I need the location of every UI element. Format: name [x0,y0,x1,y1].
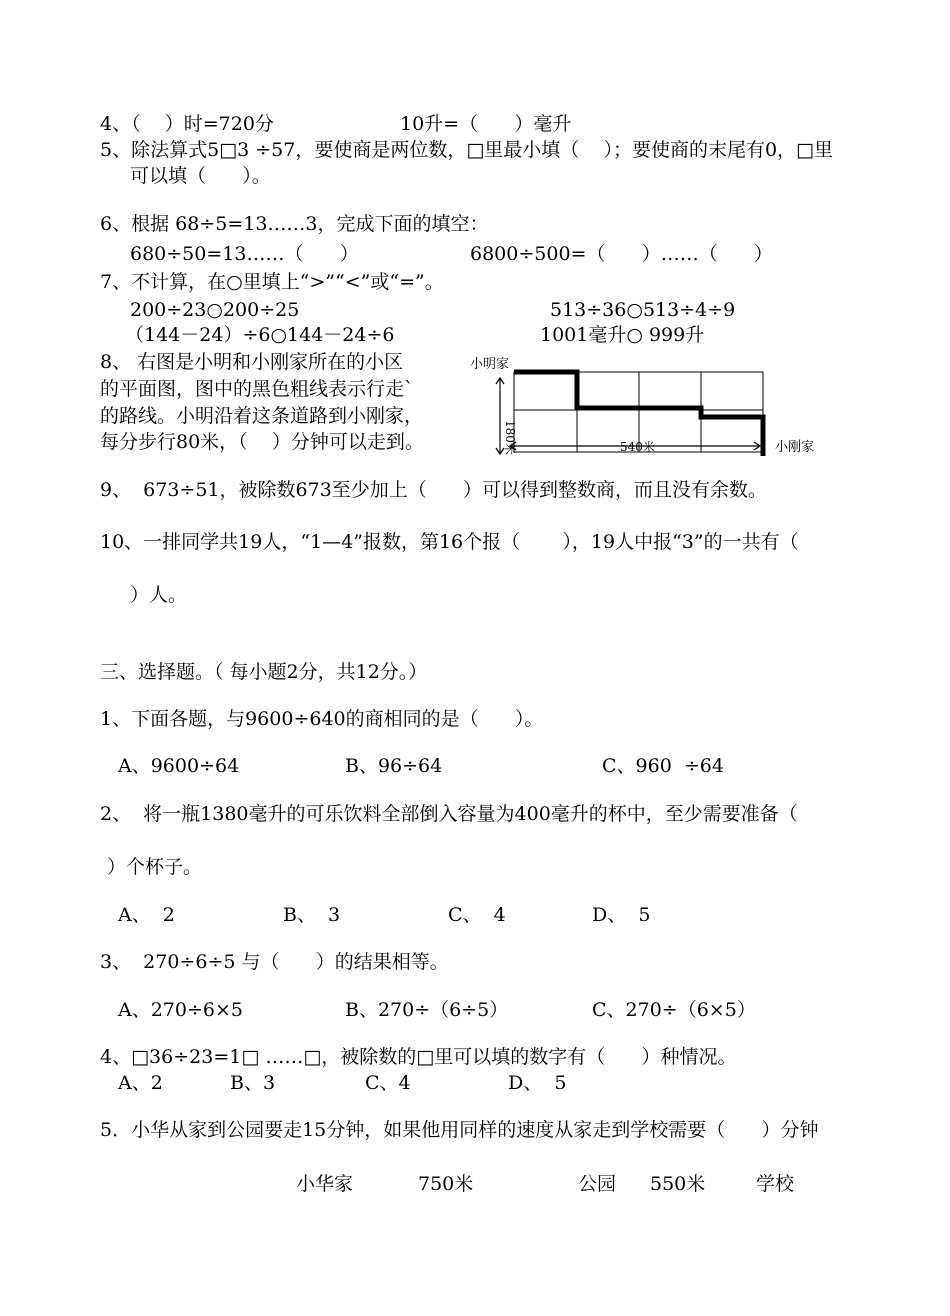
c4-option-a: A、2 [118,1072,163,1094]
c4-option-d: D、 5 [508,1072,567,1094]
label-xiaogang-home: 小刚家 [775,440,815,455]
q7-b: 513÷36○513÷4÷9 [550,299,736,321]
c4-option-b: B、3 [230,1072,276,1094]
c5-place-park: 公园 [578,1173,617,1195]
label-xiaoming-home: 小明家 [470,357,510,372]
q7-a: 200÷23○200÷25 [130,299,300,321]
c2-option-b: B、 3 [283,904,341,926]
c3-option-a: A、270÷6×5 [118,999,244,1021]
q7-d: 1001毫升○ 999升 [540,324,705,346]
q8-line-1: 8、 右图是小明和小刚家所在的小区 [100,351,404,373]
label-width: 540米 [620,440,655,454]
q5-line2: 可以填（ ）。 [130,165,271,187]
q8-line-4: 每分步行80米，（ ）分钟可以走到。 [100,431,424,453]
c2-option-a: A、 2 [118,904,175,926]
c4-option-c: C、4 [365,1072,411,1094]
c1-option-b: B、96÷64 [345,755,443,777]
c5-stem: 5．小华从家到公园要走15分钟，如果他用同样的速度从家走到学校需要（ ）分钟 [100,1119,819,1141]
c5-place-school: 学校 [756,1173,795,1195]
q5-line1: 5、除法算式5□3 ÷57，要使商是两位数，□里最小填（ ）；要使商的末尾有0，□里 [100,139,834,161]
q7-c: （144－24）÷6○144－24÷6 [125,324,395,346]
c3-stem: 3、 270÷6÷5 与（ ）的结果相等。 [100,951,449,973]
c1-option-a: A、9600÷64 [118,755,240,777]
section-three-header: 三、选择题。（ 每小题2分，共12分。） [100,661,428,683]
q6-a: 680÷50=13……（ ） [130,243,359,265]
c3-option-c: C、270÷（6×5） [592,999,756,1021]
q6-b: 6800÷500=（ ）……（ ） [470,243,773,265]
c5-place-home: 小华家 [296,1173,354,1195]
q8-line-2: 的平面图，图中的黑色粗线表示行走` [100,378,414,400]
c2-line1: 2、 将一瓶1380毫升的可乐饮料全部倒入容量为400毫升的杯中，至少需要准备（ [100,803,798,825]
c5-distance-2: 550米 [650,1173,706,1195]
q7-title: 7、不计算，在○里填上“>”“<”或“=”。 [100,271,444,293]
height-arrow [496,378,504,454]
q10-line2: ）人。 [130,584,188,606]
q4-right: 10升=（ ）毫升 [400,113,572,135]
q9-text: 9、 673÷51，被除数673至少加上（ ）可以得到整数商，而且没有余数。 [100,479,768,501]
c5-distance-1: 750米 [418,1173,474,1195]
q8-line-3: 的路线。小明沿着这条道路到小刚家， [100,405,424,427]
c1-stem: 1、下面各题，与9600÷640的商相同的是（ ）。 [100,708,544,730]
c1-option-c: C、960 ÷64 [602,755,724,777]
c4-stem: 4、□36÷23=1□ ……□，被除数的□里可以填的数字有（ ）种情况。 [100,1046,737,1068]
c2-option-d: D、 5 [592,904,651,926]
c2-option-c: C、 4 [448,904,506,926]
q10-line1: 10、一排同学共19人，“1—4”报数，第16个报（ ），19人中报“3”的一共有（ [100,531,799,553]
q6-title: 6、根据 68÷5=13……3，完成下面的填空： [100,213,489,235]
label-height: 180米 [503,420,517,455]
q4-left: 4、（ ）时=720分 [100,113,274,135]
route-map-diagram [462,350,832,460]
c2-line2: ）个杯子。 [107,856,203,878]
c3-option-b: B、270÷（6÷5） [345,999,509,1021]
